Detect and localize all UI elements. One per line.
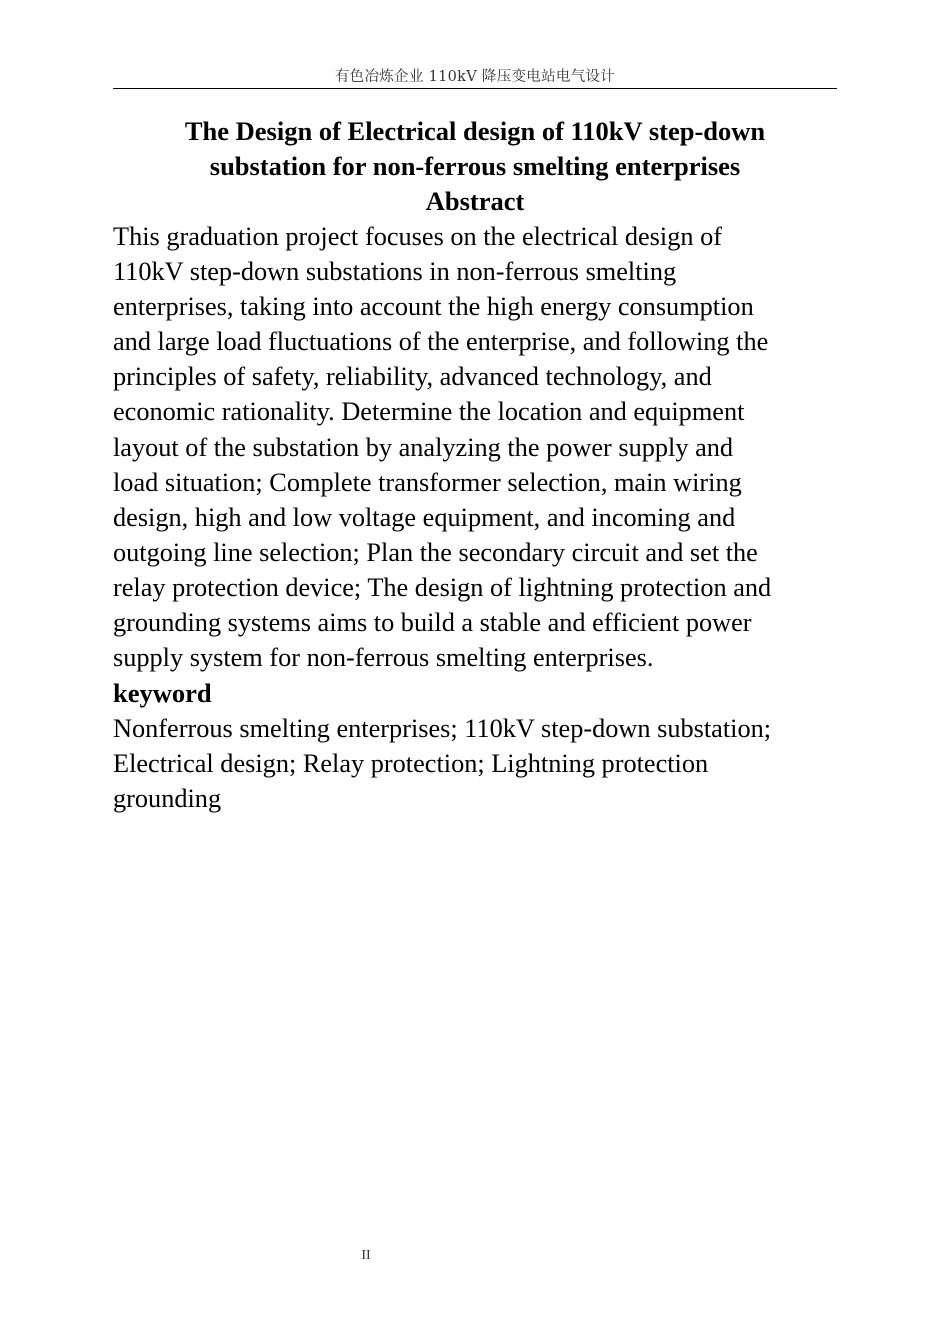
keyword-heading: keyword xyxy=(113,678,212,708)
page-number: II xyxy=(361,1248,371,1263)
abstract-line: 110kV step-down substations in non-ferrous smelting xyxy=(113,257,677,287)
abstract-line: relay protection device; The design of lightning protection and xyxy=(113,572,772,602)
abstract-line: design, high and low voltage equipment, and incoming and xyxy=(113,502,736,532)
title-line-1: The Design of Electrical design of 110kV step-down xyxy=(184,116,766,146)
keyword-list xyxy=(113,711,839,816)
keyword-line: grounding xyxy=(113,784,222,814)
abstract-line: economic rationality. Determine the location and equipment xyxy=(113,397,745,427)
abstract-line: load situation; Complete transformer selection, main wiring xyxy=(113,467,742,497)
header-rule xyxy=(113,88,837,89)
abstract-heading: Abstract xyxy=(425,186,525,216)
abstract-line: outgoing line selection; Plan the secondary circuit and set the xyxy=(113,537,758,567)
keyword-line: Nonferrous smelting enterprises; 110kV step-down substation; xyxy=(113,714,772,743)
abstract-body xyxy=(113,219,839,675)
abstract-line: enterprises, taking into account the high energy consumption xyxy=(113,292,754,322)
abstract-line: grounding systems aims to build a stable and efficient power xyxy=(113,608,752,638)
abstract-line: layout of the substation by analyzing the power supply and xyxy=(113,432,734,462)
abstract-line: This graduation project focuses on the electrical design of xyxy=(113,222,723,251)
keyword-line: Electrical design; Relay protection; Lightning protection xyxy=(113,749,709,779)
running-header: 有色冶炼企业 110kV 降压变电站电气设计 xyxy=(334,69,616,85)
title-line-2: substation for non-ferrous smelting enterprises xyxy=(209,151,741,181)
abstract-line: supply system for non-ferrous smelting enterprises. xyxy=(113,643,654,673)
document-title xyxy=(113,114,837,184)
abstract-line: and large load fluctuations of the enterprise, and following the xyxy=(113,327,769,357)
abstract-line: principles of safety, reliability, advanced technology, and xyxy=(113,362,712,392)
